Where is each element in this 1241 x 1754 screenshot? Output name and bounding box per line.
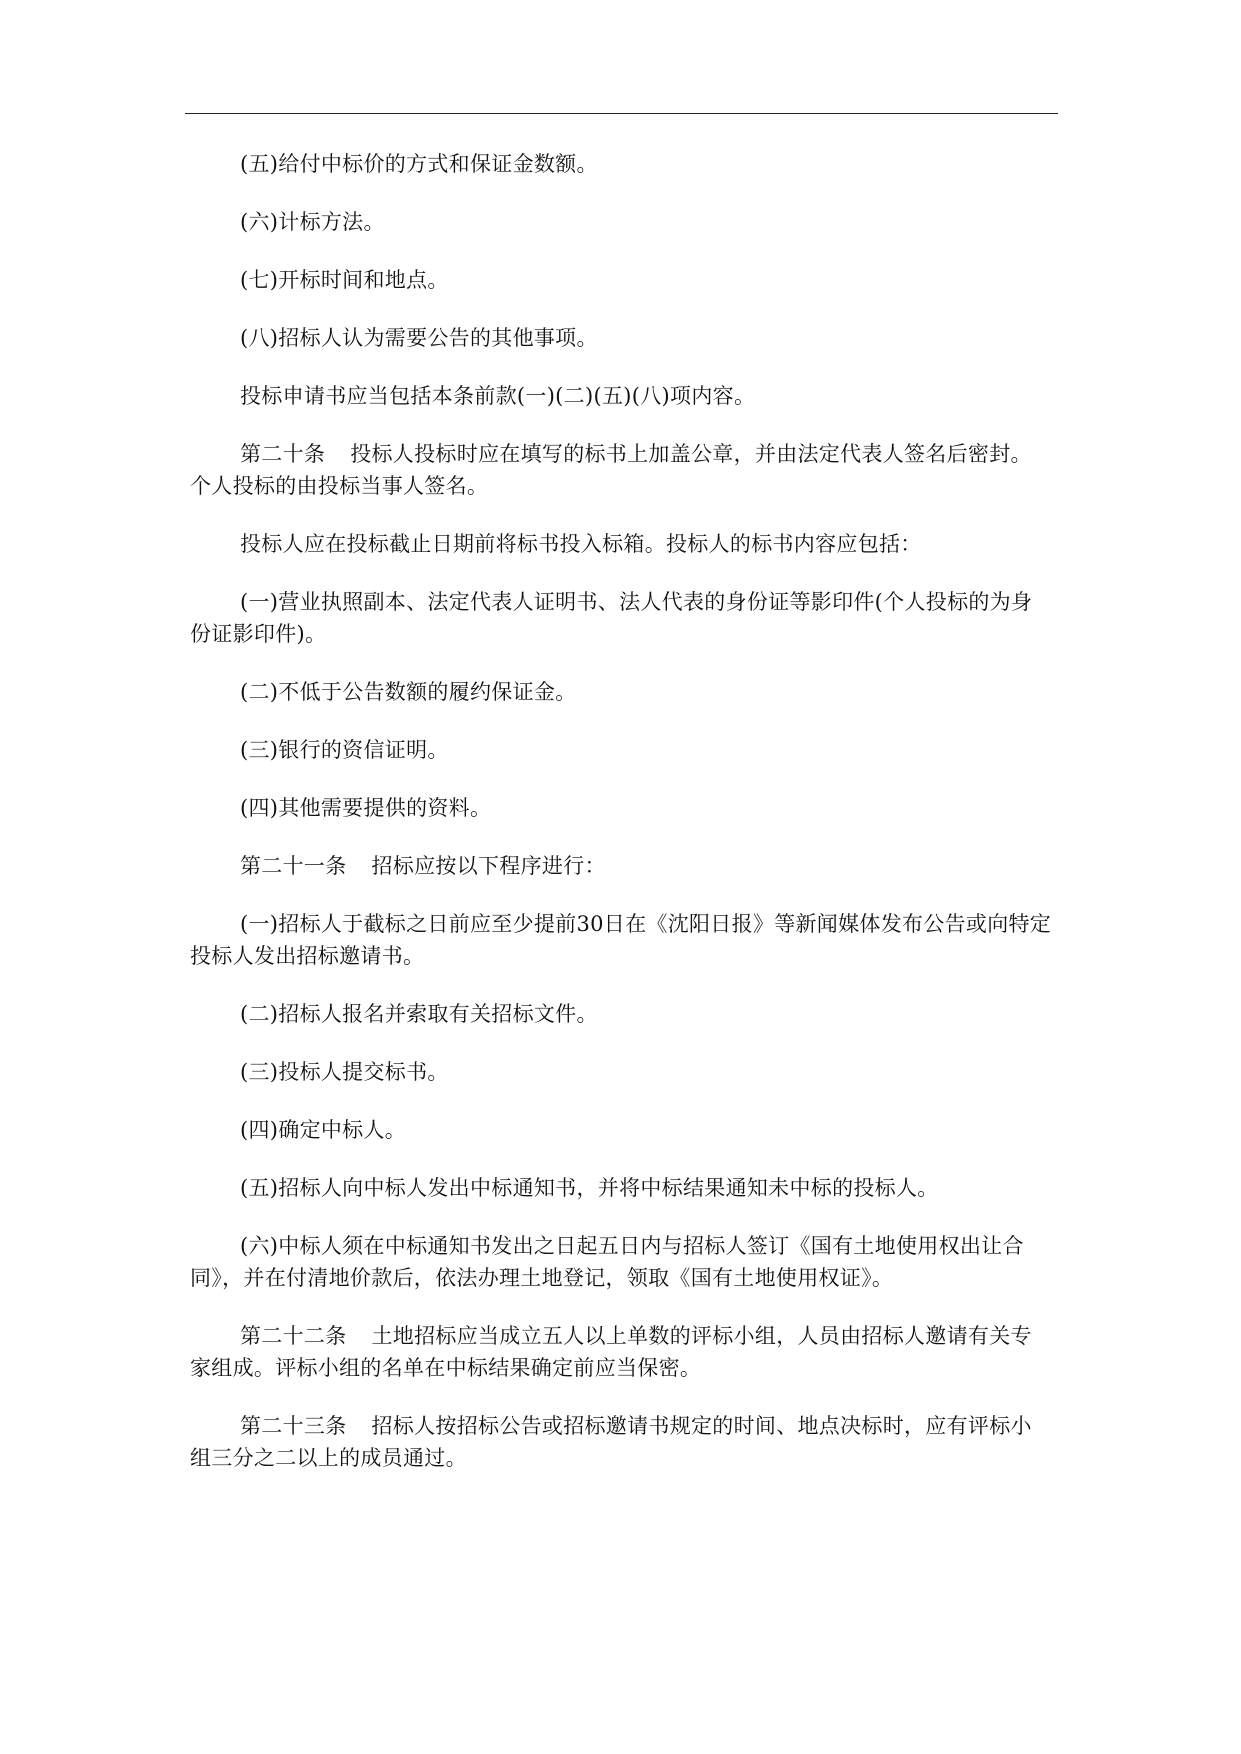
article-text: 土地招标应当成立五人以上单数的评标小组，人员由招标人邀请有关专家组成。评标小组的名单在中标结果确定前应当保密。 [190, 1324, 1032, 1380]
article-21-item-6: (六)中标人须在中标通知书发出之日起五日内与招标人签订《国有土地使用权出让合同》，并在付清地价款后，依法办理土地登记，领取《国有土地使用权证》。 [190, 1234, 1024, 1290]
item-8-other: (八)招标人认为需要公告的其他事项。 [240, 326, 598, 350]
article-23 [190, 1410, 1052, 1474]
article-20-deadline: 投标人应在投标截止日期前将标书投入标箱。投标人的标书内容应包括： [240, 532, 922, 556]
article-number: 第二十条 [240, 442, 326, 466]
article-21-item-3: (三)投标人提交标书。 [240, 1060, 449, 1084]
article-text: 招标应按以下程序进行： [371, 854, 606, 878]
article-number: 第二十二条 [240, 1324, 347, 1348]
article-21-item-1: (一)招标人于截标之日前应至少提前30日在《沈阳日报》等新闻媒体发布公告或向特定投标人发出招标邀请书。 [190, 912, 1052, 968]
article-number: 第二十三条 [240, 1414, 347, 1438]
item-6-method: (六)计标方法。 [240, 210, 385, 234]
article-21-item-2: (二)招标人报名并索取有关招标文件。 [240, 1002, 598, 1026]
article-number: 第二十一条 [240, 854, 347, 878]
article-21-item-4: (四)确定中标人。 [240, 1118, 407, 1142]
application-contents: 投标申请书应当包括本条前款(一)(二)(五)(八)项内容。 [240, 384, 756, 408]
article-20-item-2: (二)不低于公告数额的履约保证金。 [240, 680, 577, 704]
article-22 [190, 1320, 1052, 1384]
article-20 [190, 438, 1052, 502]
document-body [190, 148, 1052, 1500]
article-20-item-4: (四)其他需要提供的资料。 [240, 796, 492, 820]
article-20-item-3: (三)银行的资信证明。 [240, 738, 449, 762]
item-5-payment: (五)给付中标价的方式和保证金数额。 [240, 152, 598, 176]
item-7-time-place: (七)开标时间和地点。 [240, 268, 449, 292]
article-text: 招标人按招标公告或招标邀请书规定的时间、地点决标时，应有评标小组三分之二以上的成员通过。 [190, 1414, 1032, 1470]
header-rule [185, 113, 1058, 114]
article-text: 投标人投标时应在填写的标书上加盖公章，并由法定代表人签名后密封。个人投标的由投标当事人签名。 [190, 442, 1032, 498]
article-20-item-1: (一)营业执照副本、法定代表人证明书、法人代表的身份证等影印件(个人投标的为身份证影印件)。 [190, 590, 1033, 646]
article-21-item-5: (五)招标人向中标人发出中标通知书，并将中标结果通知未中标的投标人。 [240, 1176, 939, 1200]
article-21 [190, 850, 1052, 882]
